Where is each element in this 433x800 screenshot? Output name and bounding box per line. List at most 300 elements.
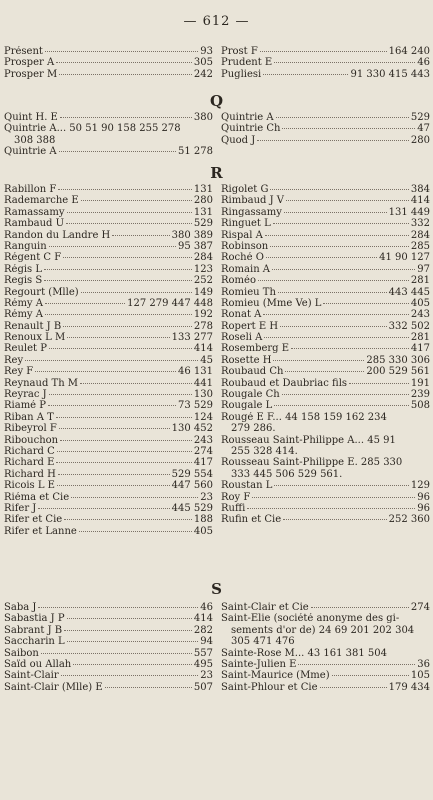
entry-pages: 46 131: [178, 366, 213, 378]
entry-name: Reynaud Th M: [4, 377, 79, 389]
entry-pages: 96: [417, 491, 430, 503]
index-entry: [4, 648, 213, 659]
index-entry: [221, 112, 430, 123]
right-column: [221, 602, 430, 693]
index-entry: [221, 659, 430, 670]
index-entry: [221, 343, 430, 354]
dot-leader: [311, 607, 409, 608]
dot-leader: [66, 223, 192, 224]
index-entry: [4, 275, 213, 286]
entry-name: Rifer J: [4, 502, 37, 514]
entry-name: Regis S: [4, 275, 43, 287]
index-entry: [4, 321, 213, 332]
index-entry: [4, 146, 213, 157]
index-entry: [4, 446, 213, 457]
section-columns: [4, 46, 430, 80]
dot-leader: [265, 235, 409, 236]
entry-pages: 129: [410, 480, 430, 492]
dot-leader: [67, 212, 192, 213]
entry-name: Reyrac J: [4, 389, 47, 401]
entry-pages: 332 502: [388, 320, 430, 332]
dot-leader: [258, 280, 409, 281]
index-entry: [221, 321, 430, 332]
dot-leader: [56, 462, 192, 463]
index-entry: [4, 412, 213, 423]
entry-name: Rougale Ch: [221, 389, 280, 401]
index-entry: [4, 355, 213, 366]
index-entry: [4, 625, 213, 636]
entry-name: Saint-Clair: [4, 670, 59, 682]
entry-pages: 280: [193, 195, 213, 207]
dot-leader: [323, 303, 408, 304]
entry-pages: 443 445: [388, 286, 430, 298]
index-entry: [221, 275, 430, 286]
entry-pages: 131: [193, 184, 213, 195]
left-column: [4, 46, 213, 80]
dot-leader: [59, 74, 192, 75]
entry-name: Prudent E: [221, 57, 273, 69]
entry-pages: 131: [193, 206, 213, 218]
index-entry: [221, 184, 430, 195]
entry-name: Rambaud U: [4, 218, 65, 230]
index-entry: [4, 184, 213, 195]
entry-name: Rosemberg E: [221, 343, 290, 355]
entry-name: Ronat A: [221, 309, 262, 321]
dot-leader: [274, 485, 409, 486]
dot-leader: [60, 440, 192, 441]
entry-pages: 332: [410, 218, 430, 230]
entry-pages: 495: [193, 658, 213, 670]
index-entry: [4, 123, 213, 134]
entry-pages: 131 449: [388, 206, 430, 218]
entry-name: Rey F: [4, 366, 34, 378]
entry-pages: 529: [193, 218, 213, 230]
index-entry: [221, 46, 430, 57]
entry-name: Prost F: [221, 46, 258, 57]
entry-name: Roustan L: [221, 480, 273, 492]
entry-pages: 252: [193, 275, 213, 287]
entry-name: Regourt (Mlle): [4, 286, 79, 298]
entry-name: Roché O: [221, 252, 264, 264]
dot-leader: [60, 117, 192, 118]
index-entry: [221, 309, 430, 320]
dot-leader: [63, 326, 192, 327]
entry-name: Sabastia J P: [4, 613, 65, 625]
entry-name: Roméo: [221, 275, 256, 287]
entry-pages: 105: [410, 670, 430, 682]
entry-name: Ropert E H: [221, 320, 279, 332]
entry-pages: 380: [193, 112, 213, 123]
dot-leader: [81, 200, 192, 201]
dot-leader: [270, 189, 408, 190]
dot-leader: [80, 383, 192, 384]
index-entry: [4, 503, 213, 514]
left-column: [4, 184, 213, 537]
index-entry: [4, 457, 213, 468]
right-column: [221, 46, 430, 80]
entry-pages: 282: [193, 624, 213, 636]
entry-pages: 130: [193, 389, 213, 401]
entry-pages: 243: [193, 434, 213, 446]
dot-leader: [48, 405, 176, 406]
index-entry: [221, 602, 430, 613]
index-entry: [4, 670, 213, 681]
index-entry: [221, 400, 430, 411]
index-entry: [4, 218, 213, 229]
dot-leader: [285, 371, 364, 372]
entry-pages: 252 360: [388, 514, 430, 526]
entry-name: Quintrie Ch: [221, 123, 281, 135]
entry-name: Saint-Elie (société anonyme des gi-: [221, 613, 400, 625]
index-entry: [221, 57, 430, 68]
entry-name: Roubaud Ch: [221, 366, 284, 378]
dot-leader: [283, 519, 386, 520]
entry-name: Romain A: [221, 263, 271, 275]
dot-leader: [45, 51, 198, 52]
entry-name: Quintrie A: [4, 146, 57, 158]
section-letter: R: [210, 164, 223, 182]
index-entry: [221, 207, 430, 218]
entry-name: Saïd ou Allah: [4, 658, 72, 670]
entry-name: Renault J B: [4, 320, 62, 332]
entry-name: Ribouchon: [4, 434, 59, 446]
entry-name: Rosette H: [221, 354, 272, 366]
dot-leader: [247, 508, 415, 509]
entry-pages: 95 387: [178, 240, 213, 252]
index-entry: [221, 389, 430, 400]
entry-name: Ramassamy: [4, 206, 65, 218]
entry-pages: 124: [193, 411, 213, 423]
entry-name: Robinson: [221, 240, 269, 252]
index-entry: [4, 613, 213, 624]
entry-name: Riéma et Cie: [4, 491, 70, 503]
entry-name: Prosper M: [4, 68, 58, 80]
entry-pages: 414: [410, 195, 430, 207]
index-entry: [4, 207, 213, 218]
dot-leader: [45, 314, 192, 315]
index-entry: [4, 526, 213, 537]
dot-leader: [56, 62, 192, 63]
entry-pages: 243: [410, 309, 430, 321]
dot-leader: [286, 200, 409, 201]
entry-name: 255 328 414.: [231, 445, 298, 457]
dot-leader: [282, 394, 409, 395]
entry-name: Rifer et Cie: [4, 514, 63, 526]
dot-leader: [260, 51, 387, 52]
entry-name: Renoux L M: [4, 332, 66, 344]
entry-name: Romieu Th: [221, 286, 276, 298]
entry-pages: 280: [410, 134, 430, 146]
entry-pages: 414: [193, 343, 213, 355]
index-entry: [4, 69, 213, 80]
entry-name: Quod J: [221, 134, 256, 146]
index-entry: [4, 659, 213, 670]
entry-pages: 127 279 447 448: [127, 297, 213, 309]
dot-leader: [257, 140, 409, 141]
index-entry: [221, 195, 430, 206]
entry-name: Saibon: [4, 647, 39, 659]
entry-pages: 274: [410, 602, 430, 613]
dot-leader: [284, 212, 387, 213]
dot-leader: [67, 641, 199, 642]
dot-leader: [57, 485, 170, 486]
dot-leader: [270, 246, 409, 247]
entry-pages: 200 529 561: [366, 366, 430, 378]
index-entry: [221, 332, 430, 343]
entry-name: Riban A T: [4, 411, 54, 423]
entry-name: Prosper A: [4, 57, 55, 69]
entry-name: Rougé E F... 44 158 159 162 234: [221, 411, 387, 423]
entry-pages: 47: [417, 123, 430, 135]
entry-pages: 274: [193, 445, 213, 457]
dot-leader: [59, 151, 176, 152]
entry-name: Rémy A: [4, 297, 43, 309]
entry-name: Saba J: [4, 602, 37, 613]
dot-leader: [45, 303, 125, 304]
entry-name: Ranguin: [4, 240, 47, 252]
index-entry: [4, 343, 213, 354]
entry-name: Ringuet L: [221, 218, 271, 230]
dot-leader: [81, 292, 192, 293]
dot-leader: [263, 314, 409, 315]
entry-pages: 285: [410, 240, 430, 252]
entry-name: Ribeyrol F: [4, 423, 57, 435]
entry-pages: 164 240: [388, 46, 430, 57]
index-entry: [4, 135, 213, 146]
entry-name: Saint-Maurice (Mme): [221, 670, 330, 682]
dot-leader: [252, 497, 415, 498]
index-entry: [221, 366, 430, 377]
index-entry: [4, 480, 213, 491]
index-entry: [4, 469, 213, 480]
left-column: [4, 602, 213, 693]
index-entry: [221, 230, 430, 241]
index-entry: [4, 682, 213, 693]
dot-leader: [58, 474, 170, 475]
index-entry: [4, 423, 213, 434]
index-entry: [221, 252, 430, 263]
dot-leader: [298, 664, 415, 665]
entry-pages: 447 560: [171, 480, 213, 492]
entry-pages: 507: [193, 681, 213, 693]
entry-name: Rademarche E: [4, 195, 79, 207]
entry-pages: 380 389: [171, 229, 213, 241]
index-entry: [221, 378, 430, 389]
index-entry: [4, 309, 213, 320]
entry-name: Roy F: [221, 491, 251, 503]
dot-leader: [332, 675, 409, 676]
entry-pages: 242: [193, 68, 213, 80]
entry-name: Randon du Landre H: [4, 229, 111, 241]
index-entry: [4, 514, 213, 525]
entry-name: Quintrie A... 50 51 90 158 255 278: [4, 123, 181, 135]
index-entry: [4, 287, 213, 298]
right-column: [221, 112, 430, 158]
dot-leader: [44, 280, 192, 281]
dot-leader: [276, 117, 409, 118]
index-entry: [221, 287, 430, 298]
entry-name: Rémy A: [4, 309, 43, 321]
index-entry: [221, 457, 430, 468]
entry-name: Romieu (Mme Ve) L: [221, 297, 322, 309]
index-entry: [221, 625, 430, 636]
entry-name: 333 445 506 529 561.: [231, 468, 343, 480]
index-entry: [221, 648, 430, 659]
dot-leader: [71, 497, 198, 498]
index-entry: [221, 492, 430, 503]
index-entry: [4, 252, 213, 263]
entry-name: Saint-Phlour et Cie: [221, 681, 318, 693]
dot-leader: [79, 531, 192, 532]
entry-pages: 91 330 415 443: [350, 68, 430, 80]
entry-pages: 414: [193, 613, 213, 625]
dot-leader: [61, 675, 199, 676]
entry-name: Régis L: [4, 263, 42, 275]
entry-name: sements d'or de) 24 69 201 202 304: [231, 624, 415, 636]
entry-pages: 557: [193, 647, 213, 659]
entry-pages: 284: [410, 229, 430, 241]
dot-leader: [274, 62, 415, 63]
dot-leader: [59, 428, 170, 429]
entry-name: Rimbaud J V: [221, 195, 285, 207]
entry-name: 308 388: [14, 134, 56, 146]
dot-leader: [282, 128, 415, 129]
dot-leader: [41, 653, 192, 654]
index-entry: [4, 46, 213, 57]
entry-name: Rabillon F: [4, 184, 57, 195]
entry-pages: 36: [417, 658, 430, 670]
dot-leader: [35, 371, 176, 372]
dot-leader: [349, 383, 409, 384]
dot-leader: [278, 292, 387, 293]
left-column: [4, 112, 213, 158]
index-entry: [221, 423, 430, 434]
entry-pages: 281: [410, 332, 430, 344]
dot-leader: [25, 360, 198, 361]
entry-name: Ruffi: [221, 502, 246, 514]
entry-name: Sainte-Rose M... 43 161 381 504: [221, 647, 388, 659]
dot-leader: [38, 508, 169, 509]
entry-name: Régent C F: [4, 252, 62, 264]
entry-pages: 192: [193, 309, 213, 321]
entry-name: Saccharin L: [4, 636, 65, 648]
dot-leader: [273, 223, 409, 224]
entry-pages: 179 434: [388, 681, 430, 693]
section-columns: [4, 602, 430, 693]
index-entry: [4, 112, 213, 123]
entry-name: Rousseau Saint-Philippe E. 285 330: [221, 457, 403, 469]
index-entry: [221, 135, 430, 146]
index-entry: [4, 602, 213, 613]
index-entry: [221, 412, 430, 423]
dot-leader: [63, 257, 192, 258]
index-entry: [4, 241, 213, 252]
entry-name: Riamé P: [4, 400, 46, 412]
entry-name: Saint-Clair et Cie: [221, 602, 309, 613]
entry-pages: 73 529: [178, 400, 213, 412]
index-entry: [4, 332, 213, 343]
dot-leader: [58, 189, 192, 190]
dot-leader: [272, 269, 415, 270]
index-entry: [221, 480, 430, 491]
entry-name: Rigolet G: [221, 184, 269, 195]
index-entry: [221, 636, 430, 647]
entry-name: Sabrant J B: [4, 624, 63, 636]
index-entry: [221, 503, 430, 514]
index-entry: [4, 400, 213, 411]
entry-name: Rufin et Cie: [221, 514, 282, 526]
section-columns: [4, 184, 430, 537]
entry-name: Quint H. E: [4, 112, 58, 123]
entry-pages: 188: [193, 514, 213, 526]
index-entry: [221, 264, 430, 275]
entry-pages: 93: [200, 46, 213, 57]
entry-pages: 284: [193, 252, 213, 264]
entry-name: Rey: [4, 354, 24, 366]
entry-name: Quintrie A: [221, 112, 274, 123]
index-entry: [4, 389, 213, 400]
entry-name: Rifer et Lanne: [4, 525, 77, 537]
index-entry: [4, 298, 213, 309]
entry-pages: 41 90 127: [379, 252, 430, 264]
dot-leader: [64, 519, 192, 520]
dot-leader: [67, 618, 192, 619]
dot-leader: [274, 405, 409, 406]
entry-pages: 46: [417, 57, 430, 69]
entry-pages: 23: [200, 491, 213, 503]
dot-leader: [73, 664, 192, 665]
entry-name: Ringassamy: [221, 206, 282, 218]
entry-pages: 46: [200, 602, 213, 613]
entry-name: Rougale L: [221, 400, 273, 412]
entry-name: Roseli A: [221, 332, 263, 344]
dot-leader: [49, 348, 192, 349]
entry-pages: 239: [410, 389, 430, 401]
index-entry: [221, 682, 430, 693]
dot-leader: [280, 326, 387, 327]
dot-leader: [64, 630, 192, 631]
entry-pages: 45: [200, 354, 213, 366]
dot-leader: [291, 348, 409, 349]
entry-pages: 278: [193, 320, 213, 332]
index-entry: [4, 435, 213, 446]
index-entry: [221, 218, 430, 229]
entry-pages: 529 554: [171, 468, 213, 480]
entry-name: Saint-Clair (Mlle) E: [4, 681, 103, 693]
dot-leader: [266, 257, 377, 258]
dot-leader: [57, 451, 192, 452]
entry-pages: 51 278: [178, 146, 213, 158]
entry-pages: 97: [417, 263, 430, 275]
section-letter: S: [211, 580, 222, 598]
section-letter: Q: [209, 92, 224, 110]
index-entry: [221, 123, 430, 134]
entry-pages: 417: [193, 457, 213, 469]
entry-name: Rousseau Saint-Philippe A... 45 91: [221, 434, 396, 446]
entry-name: Richard H: [4, 468, 56, 480]
index-entry: [221, 446, 430, 457]
dot-leader: [105, 687, 192, 688]
dot-leader: [44, 269, 192, 270]
entry-pages: 305: [193, 57, 213, 69]
index-entry: [4, 264, 213, 275]
entry-pages: 405: [193, 525, 213, 537]
entry-name: Ricois L E: [4, 480, 55, 492]
dot-leader: [56, 417, 192, 418]
entry-pages: 96: [417, 502, 430, 514]
right-column: [221, 184, 430, 537]
index-entry: [221, 355, 430, 366]
